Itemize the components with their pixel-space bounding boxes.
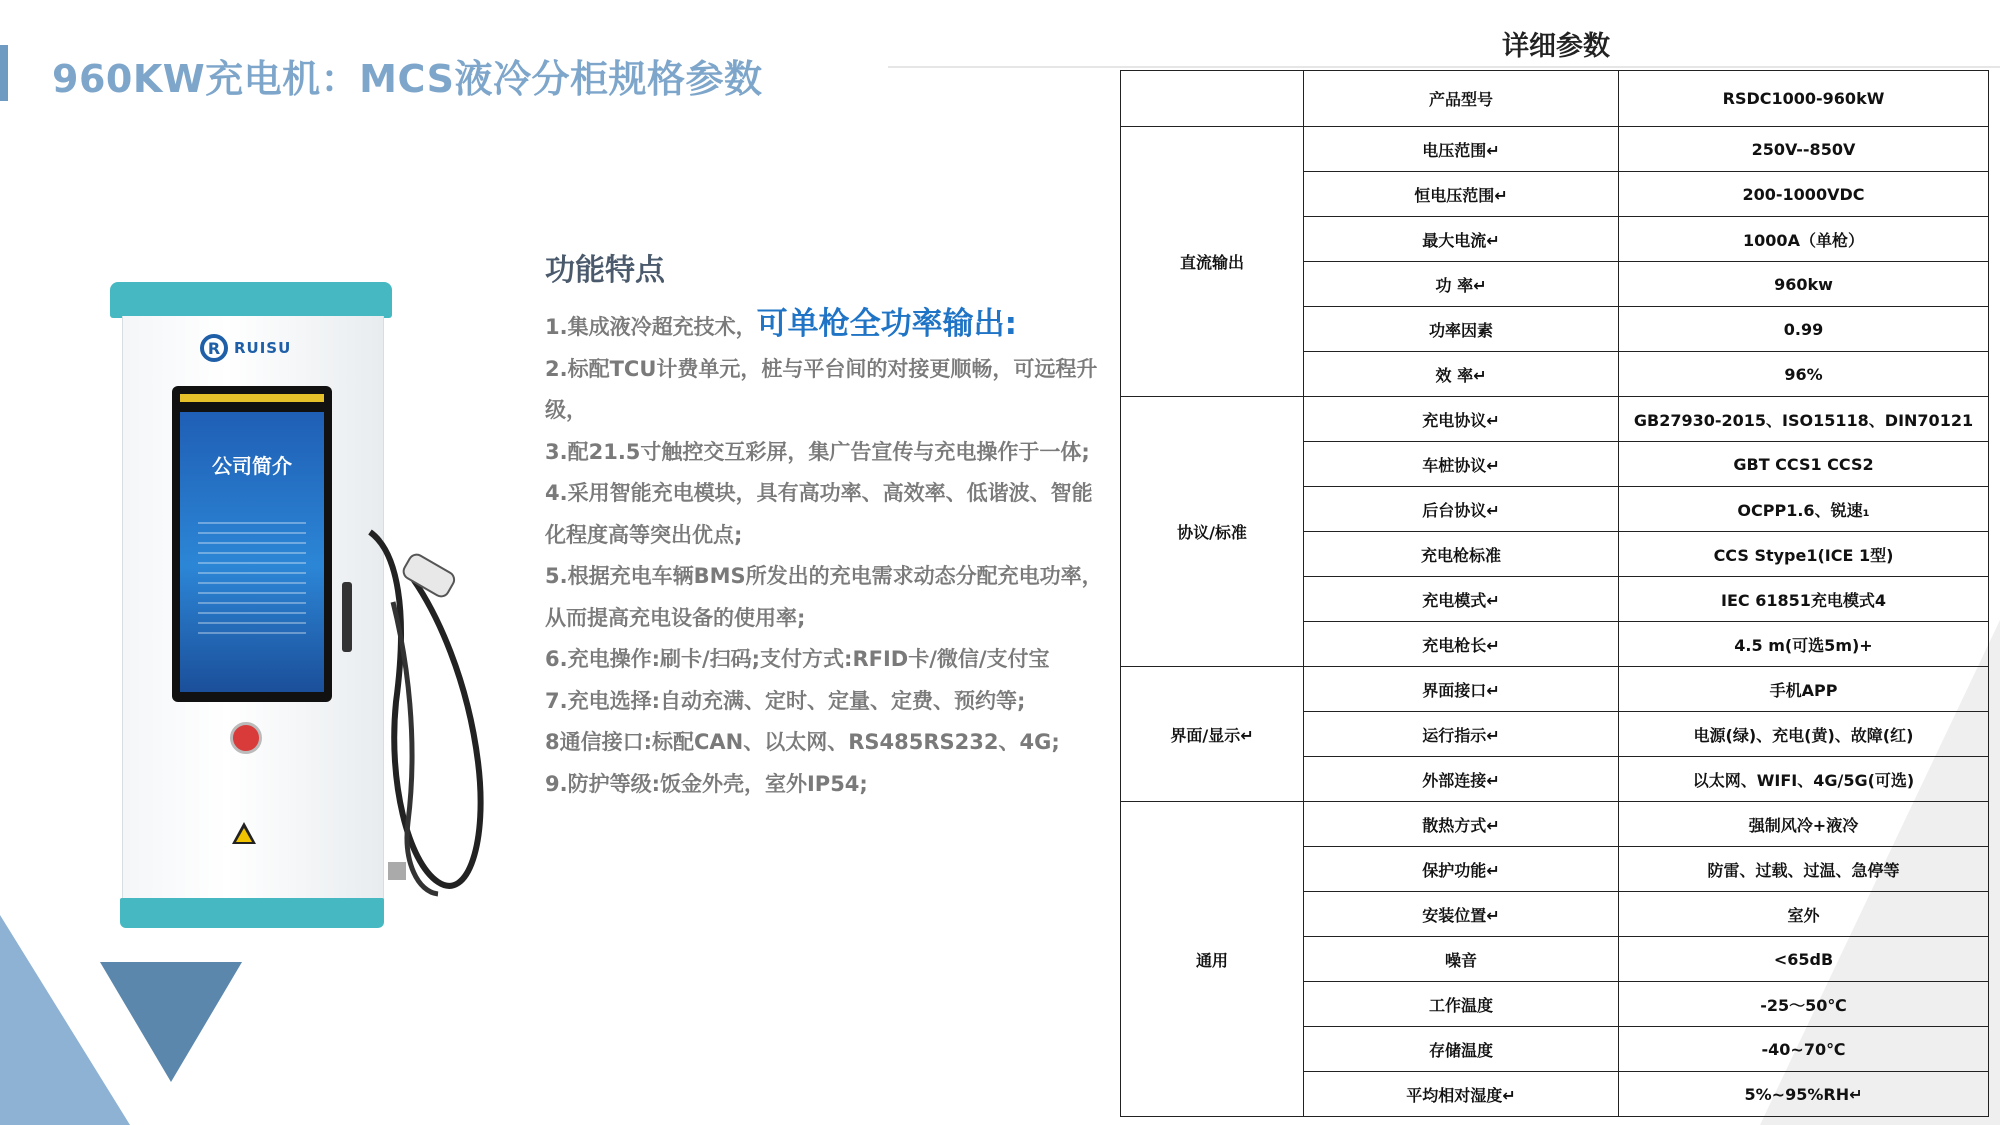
param-label: 运行指示↵	[1304, 712, 1619, 757]
param-label: 恒电压范围↵	[1304, 172, 1619, 217]
spec-table	[1120, 70, 1989, 1117]
param-value: 4.5 m(可选5m)+	[1619, 622, 1989, 667]
table-row	[1121, 127, 1989, 172]
param-value: 以太网、WIFI、4G/5G(可选)	[1619, 757, 1989, 802]
param-value: 5%~95%RH↵	[1619, 1072, 1989, 1117]
param-value: 960kw	[1619, 262, 1989, 307]
param-label: 保护功能↵	[1304, 847, 1619, 892]
feature-item: 7.充电选择:自动充满、定时、定量、定费、预约等;	[545, 688, 1026, 713]
param-label: 充电模式↵	[1304, 577, 1619, 622]
feature-item: 8通信接口:标配CAN、以太网、RS485RS232、4G;	[545, 730, 1060, 754]
spec-title: 详细参数	[1502, 31, 1610, 62]
param-label: 安装位置↵	[1304, 892, 1619, 937]
param-value: 250V--850V	[1619, 127, 1989, 172]
table-row	[1121, 397, 1989, 442]
param-value: 0.99	[1619, 307, 1989, 352]
screen-title: 公司简介	[212, 454, 292, 478]
param-label: 平均相对湿度↵	[1304, 1072, 1619, 1117]
features-list	[545, 304, 1105, 805]
feature-item	[545, 304, 1105, 349]
logo-text: RUISU	[234, 339, 292, 357]
cable-gland	[388, 862, 406, 880]
param-value: 室外	[1619, 892, 1989, 937]
param-value: 电源(绿)、充电(黄)、故障(红)	[1619, 712, 1989, 757]
param-value: <65dB	[1619, 937, 1989, 982]
param-label: 工作温度	[1304, 982, 1619, 1027]
param-value: 96%	[1619, 352, 1989, 397]
table-row	[1121, 667, 1989, 712]
param-label: 外部连接↵	[1304, 757, 1619, 802]
features-heading: 功能特点	[545, 253, 665, 288]
top-divider-line	[888, 66, 2000, 68]
param-label: 充电枪长↵	[1304, 622, 1619, 667]
table-row	[1121, 802, 1989, 847]
param-value: OCPP1.6、锐速₁	[1619, 487, 1989, 532]
param-label: 存储温度	[1304, 1027, 1619, 1072]
group-cell	[1121, 71, 1304, 127]
feature-item: 4.采用智能充电模块，具有高功率、高效率、低谐波、智能化程度高等突出优点;	[545, 481, 1093, 547]
table-row	[1121, 71, 1989, 127]
param-label: 界面接口↵	[1304, 667, 1619, 712]
param-value: 200-1000VDC	[1619, 172, 1989, 217]
title-accent-bar	[0, 45, 8, 101]
group-cell: 界面/显示↵	[1121, 667, 1304, 802]
group-cell: 通用	[1121, 802, 1304, 1117]
param-value: RSDC1000-960kW	[1619, 71, 1989, 127]
logo-mark-icon: R	[200, 334, 228, 362]
param-label: 散热方式↵	[1304, 802, 1619, 847]
param-value: 防雷、过载、过温、急停等	[1619, 847, 1989, 892]
param-value: GB27930-2015、ISO15118、DIN70121	[1619, 397, 1989, 442]
group-cell: 直流输出	[1121, 127, 1304, 397]
param-value: 手机APP	[1619, 667, 1989, 712]
param-label: 产品型号	[1304, 71, 1619, 127]
feature-item: 5.根据充电车辆BMS所发出的充电需求动态分配充电功率，从而提高充电设备的使用率;	[545, 564, 1103, 630]
param-label: 功 率↵	[1304, 262, 1619, 307]
feature-item: 9.防护等级:饭金外壳，室外IP54;	[545, 771, 868, 796]
page-title: 960KW充电机：MCS液冷分柜规格参数	[52, 57, 763, 101]
param-label: 功率因素	[1304, 307, 1619, 352]
param-label: 充电枪标准	[1304, 532, 1619, 577]
param-value: -40~70℃	[1619, 1027, 1989, 1072]
param-label: 效 率↵	[1304, 352, 1619, 397]
param-value: -25～50℃	[1619, 982, 1989, 1027]
param-value: GBT CCS1 CCS2	[1619, 442, 1989, 487]
decor-triangle-down	[100, 962, 242, 1082]
feature-highlight: 可单枪全功率输出:	[756, 306, 1017, 342]
charging-cable	[108, 282, 508, 932]
param-label: 最大电流↵	[1304, 217, 1619, 262]
param-value: CCS Stype1(ICE 1型)	[1619, 532, 1989, 577]
feature-item: 2.标配TCU计费单元，桩与平台间的对接更顺畅，可远程升级，	[545, 356, 1098, 422]
group-cell: 协议/标准	[1121, 397, 1304, 667]
gun-handle	[401, 552, 457, 600]
param-label: 噪音	[1304, 937, 1619, 982]
param-label: 车桩协议↵	[1304, 442, 1619, 487]
param-value: 强制风冷+液冷	[1619, 802, 1989, 847]
feature-item-text: 1.集成液冷超充技术，	[545, 315, 757, 339]
feature-item: 6.充电操作:刷卡/扫码;支付方式:RFID卡/微信/支付宝	[545, 647, 1050, 671]
param-label: 充电协议↵	[1304, 397, 1619, 442]
spec-table-body	[1121, 71, 1989, 1117]
decor-triangle-left	[0, 915, 130, 1125]
param-label: 电压范围↵	[1304, 127, 1619, 172]
param-value: IEC 61851充电模式4	[1619, 577, 1989, 622]
param-label: 后台协议↵	[1304, 487, 1619, 532]
feature-item: 3.配21.5寸触控交互彩屏，集广告宣传与充电操作于一体;	[545, 439, 1090, 464]
param-value: 1000A（单枪）	[1619, 217, 1989, 262]
charger-image	[108, 282, 508, 932]
